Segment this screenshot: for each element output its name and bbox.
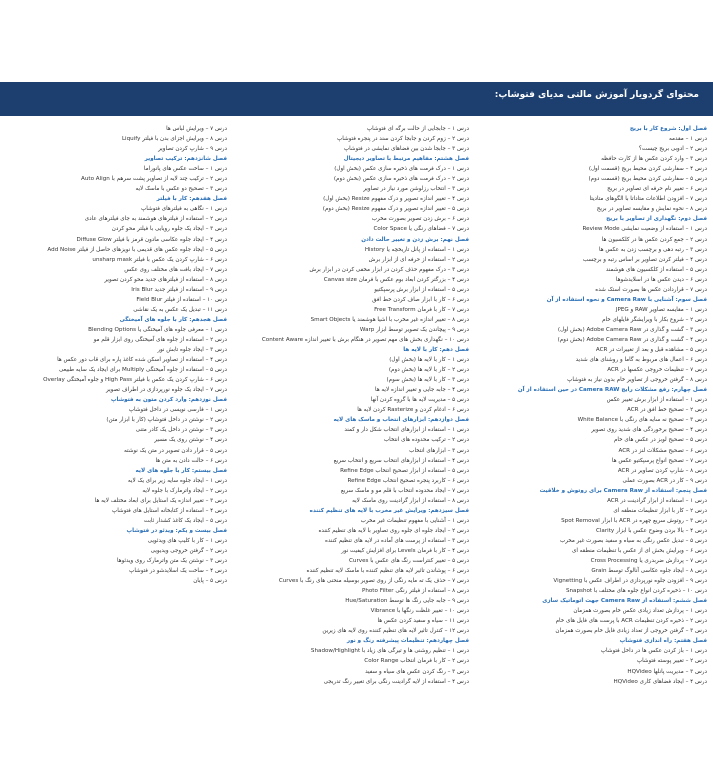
column-right [479,124,707,687]
lesson-item: درس ۱ – درک فرمت های ذخیره سازی عکس (بخش اول) [334,166,469,173]
lesson-item: درس ۳ – ایجاد جلوه تابش نور [157,347,227,354]
lesson-item: درس ۲ – کار با لایه ها (بخش دوم) [388,367,469,374]
lesson-item: درس ۴ – بالا بردن وضوح عکس با ابزار Clarity [595,527,707,534]
lesson-item: درس ۵ – مدیریت لایه ها با گروه کردن آنها [370,397,469,404]
lesson-item: درس ۷ – افزودن اطلاعات متاداتا با الگوهای متادیتا [589,196,707,203]
lesson-item: درس ۹ – پیچاندن یک تصویر توسط ابزار Warp [359,326,469,333]
lesson-item: درس ۶ – تغییر نام حرفه ای تصاویر در بریج [607,186,707,193]
lesson-item: درس ۵ – سفارشی کردن محیط بریج (قسمت دوم) [588,176,707,183]
lesson-item: درس ۴ – کار با فرمان Levels برای افزایش کیفیت نور [341,547,469,554]
lesson-item: درس ۵ – تبدیل عکس رنگی به سیاه و سفید بصورت غیر مخرب [559,537,707,544]
lesson-item: درس ۸ – گرفتن خروجی از تصاویر خام بدون نیاز به فتوشاپ [567,377,707,384]
lesson-item: درس ۶ – شارپ کردن یک عکس با فیلتر High Pass و جلوه آمیختگی Overlay [43,377,227,384]
lesson-item: درس ۵ – تغییر اندازه تصویر و درک مفهوم Resize (بخش دوم) [322,206,469,213]
lesson-item: درس ۱۰ – استفاده از فیلتر Field Blur [136,296,227,303]
lesson-item: درس ۲ – تصحیح خط افق در ACR [627,407,707,414]
chapter-heading: فصل چهاردهم: تنظیمات پیشرفته رنگ و نور [346,638,469,645]
lesson-item: درس ۱ – مقدمه [669,136,707,143]
lesson-item: درس ۶ – دیدن عکس ها در اسلایدشوها [615,276,707,283]
lesson-item: درس ۹ – استفاده از فیلتر جدید Iris Blur [131,286,227,293]
lesson-item: درس ۸ – ویرایش اجزای بدن با فیلتر Liquify [121,136,227,143]
lesson-item: درس ۳ – کار با لایه ها (بخش سوم) [386,377,469,384]
lesson-item: درس ۳ – تصحیح دو عکس با ماسک لایه [135,186,227,193]
chapter-heading: فصل دهم: کار با لایه ها [403,347,469,354]
lesson-item: درس ۳ – گرفتن خروجی از تعداد زیادی فایل خام بصورت همزمان [555,628,707,635]
lesson-item: درس ۳ – نوشتن یک متن واترمارک روی ویدئوها [116,558,227,565]
lesson-item: درس ۳ – نوشتن در داخل یک کادر متنی [135,427,227,434]
lesson-item: درس ۲ – ذخیره کردن تنظیمات ACR با پرست های فایل های خام [555,618,707,625]
lesson-item: درس ۶ – تصحیح مشکلات لنز در ACR [618,447,707,454]
lesson-item: درس ۱ – استفاده از ابزار گرادینت در ACR [607,497,707,504]
lesson-item: درس ۲ – ایجاد واترمارک با جلوه لایه [142,487,227,494]
lesson-item: درس ۶ – برش زدن تصویر بصورت مخرب [371,216,469,223]
lesson-item: درس ۷ – تصحیح انواع پرسپکتیو عکس ها [611,457,707,464]
lesson-item: درس ۱ – فارسی نویسی در داخل فتوشاپ [128,407,227,414]
lesson-item: درس ۱ – نگاهی به فیلترهای فتوشاپ [141,206,227,213]
lesson-item: درس ۱ – ایجاد جلوه سایه زیر برای یک لایه [127,477,227,484]
lesson-item: درس ۵ – تغییر کنتراست رنگ های عکس با Curves [349,558,469,565]
column-left [3,124,227,586]
banner-title: محتوای گردویار آموزش مالتی مدیای فتوشاپ: [494,90,699,100]
chapter-heading: فصل هفدهم: کار با فیلتر [156,196,227,203]
chapter-heading: فصل بیست و یکم: ویدئو در فتوشاپ [126,527,227,534]
column-middle [233,124,469,687]
lesson-item: درس ۱ – استفاده از ابزارهای انتخاب شکل دار و کمند [344,427,469,434]
lesson-item: درس ۴ – بزرگتر کردن ابعاد بوم عکس با فرمان Canvas size [323,276,469,283]
lesson-item: درس ۶ – کار با ابزار صاف کردن خط افق [372,296,469,303]
lesson-item: درس ۸ – استفاده از ابزار گرادینت روی ماسک لایه [352,497,469,504]
chapter-heading: فصل سیزدهم: ویرایش غیر مخرب با لایه های تنظیم کننده [309,507,469,514]
lesson-item: درس ۹ – افزودن جلوه نورپردازی در اطراف عکس با Vignetting [553,578,707,585]
chapter-heading: فصل پنجم: استفاده از Camera Raw برای روتوش و خلاقیت [539,487,707,494]
lesson-item: درس ۳ – رنگ کردن عکس های سیاه و سفید [365,668,469,675]
lesson-item: درس ۶ – پوشاندن تاثیر لایه های تنظیم کننده با ماسک لایه تنظیم کننده [306,568,469,575]
lesson-item: درس ۲ – ترکیب چند لایه از تصاویر پشت سرهم با Auto Align [81,176,227,183]
lesson-item: درس ۴ – سفارشی کردن محیط بریج (قسمت اول) [588,166,707,173]
lesson-item: درس ۳ – درک مفهوم حذف کردن در ابزار مخفی کردن در ابزار برش [309,266,469,273]
lesson-item: درس ۳ – گشت و گذاری در Adobe Camera Raw (بخش اول) [557,326,707,333]
lesson-item: درس ۷ – ایجاد یک جلوه نورپردازی در اطراف تصویر [106,387,227,394]
lesson-item: درس ۳ – روتوش سریع چهره در ACR با ابزار Spot Removal [561,517,707,524]
lesson-item: درس ۸ – شارپ کردن تصاویر در ACR [617,467,707,474]
lesson-item: درس ۲ – تغییر پوسته فتوشاپ [636,658,707,665]
lesson-item: درس ۵ – قرار دادن تصویر در متن یک نوشته [124,447,227,454]
lesson-item: درس ۵ – ایجاد یک کاغذ کشدار ثابت [143,517,227,524]
lesson-item: درس ۳ – ایجاد یک جلوه رویایی با فیلتر محو کردن [111,226,227,233]
lesson-item: درس ۲ – ایجاد جلوه ای جلوه روی تصاویر با لایه های تنظیم کننده [318,527,469,534]
lesson-item: درس ۷ – حذف یک ته مایه رنگی از روی تصویر بوسیله منحنی های رنگ با Curves [278,578,469,585]
lesson-item: درس ۶ – ادغام کردن و Rasterize کردن لایه ها [357,407,469,414]
lesson-item: درس ۲ – ترکیب محدوده های انتخاب [383,437,469,444]
lesson-item: درس ۲ – شروع بکار با ویرایشگر فایلهای خام [602,316,707,323]
lesson-item: درس ۷ – ایجاد محدوده انتخاب با قلم مو و ماسک سریع [340,487,469,494]
lesson-item: درس ۱ – استفاده از وضعیت نمایشی Review Mode [582,226,707,233]
lesson-item: درس ۲ – نوشتن در داخل فتوشاپ (کار با ابزار متن) [106,417,227,424]
lesson-item: درس ۲ – استفاده از جلوه های آمیختگی روی ابزار قلم مو [93,336,227,343]
lesson-item: درس ۵ – استفاده از ابزار برش پرسپکتیو [374,286,469,293]
lesson-item: درس ۲ – ادوبی بریج چیست؟ [638,146,707,153]
lesson-item: درس ۴ – ایجاد جلوه عکاسی مادون قرمز با فیلتر Diffuse Glow [76,236,227,243]
lesson-item: درس ۳ – استفاده از پرست های آماده در لایه های تنظیم کننده [325,537,469,544]
chapter-heading: فصل هشتم: مفاهیم مرتبط با تصاویر دیجیتال [343,156,469,163]
lesson-item: درس ۲ – استفاده از فیلترهای هوشمند به جای فیلترهای عادی [84,216,227,223]
chapter-heading: فصل هفتم: راه اندازی فتوشاپ [619,638,707,645]
lesson-item: درس ۵ – استفاده از جلوه آمیختگی Multiply برای ایجاد یک سایه طبیعی [58,367,227,374]
lesson-item: درس ۱ – پردازش تعداد زیادی عکس خام بصورت همزمان [573,608,707,615]
lesson-item: درس ۱ – ساخت عکس های پانوراما [143,166,227,173]
lesson-item: درس ۳ – جابجا شدن بین فضاهای نمایشی در فتوشاپ [343,146,469,153]
lesson-item: درس ۸ – تغییر اندازه غیر مخرب با اشیا هوشمند یا Smart Objects [310,316,469,323]
lesson-item: درس ۳ – تصحیح نه سایه های رنگی با White Balance [577,417,707,424]
lesson-item: درس ۸ – استفاده از فیلترهای جدید محو کردن تصویر [104,276,227,283]
lesson-item: درس ۱ – تنظیم روشنی ها و تیرگی های زیاد با Shadow/Highlight [310,648,469,655]
lesson-item: درس ۷ – ویرایش لباس ها [166,126,227,132]
lesson-item: درس ۲ – استفاده از حرفه ای از ابزار برش [368,256,469,263]
lesson-item: درس ۴ – ایجاد فضاهای کاری HQVideo [613,678,707,685]
lesson-item: درس ۶ – شارپ کردن یک عکس با فیلتر unsharp mask [92,256,227,263]
lesson-item: درس ۳ – ابزارهای انتخاب [409,447,469,454]
lesson-item: درس ۳ – وارد کردن عکس ها از کارت حافظه [601,156,707,163]
lesson-item: درس ۲ – کار با فرمان انتخاب Color Range [364,658,469,665]
lesson-item: درس ۵ – ایجاد جلوه عکس های قدیمی با نویزهای حاصل از فیلتر Add Noise [47,246,227,253]
lesson-item: درس ۳ – تغییر اندازه یک استایل برای ابعاد مختلف لایه ها [94,497,227,504]
lesson-item: درس ۴ – استفاده از کتابخانه استایل های فتوشاپ [111,507,227,514]
lesson-item: درس ۴ – فیلتر کردن تصاویر بر اساس رتبه و برچسب [582,256,707,263]
chapter-heading: فصل هجدهم: کار با جلوه های آمیختگی [119,316,227,323]
lesson-item: درس ۷ – تنظیمات خروجی عکسها در ACR [607,367,707,374]
lesson-item: درس ۱ – آشنایی با مفهوم تنظیمات غیر مخرب [360,517,469,524]
lesson-item: درس ۱ – کار با لایه ها (بخش اول) [389,357,469,364]
lesson-item: درس ۱ – استفاده از پانل تاریخچه یا History [364,246,469,253]
lesson-item: درس ۱۰ – تغییر غلظت رنگها با Vibrance [370,608,469,615]
chapter-heading: فصل بیستم: کار با جلوه های لایه [135,467,227,474]
chapter-heading: فصل دوازدهم: ابزارهای انتخاب و ماسک های لایه [333,417,469,424]
lesson-item: درس ۷ – ایجاد بافت های مختلف روی عکس [124,266,227,273]
lesson-item: درس ۴ – گشت و گذاری در Adobe Camera Raw (بخش دوم) [557,336,707,343]
lesson-item: درس ۱۲ – کنترل تاثیر لایه های تنظیم کننده روی لایه های زیرین [322,628,469,635]
lesson-item: درس ۴ – استفاده از لایه گرادینت رنگی برای تغییر رنگ تدریجی [323,678,469,685]
lesson-item: درس ۹ – کار در ACR بصورت عملی [622,477,707,484]
lesson-item: درس ۶ – حالت دادن به متن ها [155,457,227,464]
chapter-heading: فصل شانزدهم: ترکیب تصاویر [144,156,227,163]
lesson-item: درس ۷ – قراردادن عکس ها بصورت استک شده [595,286,707,293]
lesson-item: درس ۸ – استفاده از فیلتر رنگی Photo Filter [361,588,469,595]
lesson-item: درس ۶ – کاربرد پنجره تصحیح انتخاب Refine Edge [347,477,469,484]
lesson-item: درس ۷ – پردازش ضربدری یا Cross Processing [590,558,707,565]
lesson-item: درس ۱ – جابجایی از حالت برگه ای فتوشاپ [366,126,469,132]
lesson-item: درس ۴ – تغییر اندازه تصویر و درک مفهوم Resize (بخش اول) [323,196,469,203]
lesson-item: درس ۶ – ویرایش بخش ای از عکس با تنظیمات منطقه ای [571,547,707,554]
chapter-heading: فصل ششم: استفاده از Camera Raw جهت اتوماتیک سازی [542,598,707,605]
lesson-item: درس ۳ – رتبه دهی و برچسب زدن به عکس ها [598,246,707,253]
lesson-item: درس ۱ – کار با کلیپ های ویدئویی [147,537,227,544]
lesson-item: درس ۴ – جابه جایی و تغییر اندازه لایه ها [374,387,469,394]
lesson-item: درس ۱۱ – سیاه و سفید کردن عکس ها [377,618,469,625]
lesson-item: درس ۵ – استفاده از ابزار تصحیح انتخاب Refine Edge [340,467,469,474]
lesson-item: درس ۱ – معرفی جلوه های آمیختگی یا Blending Options [88,326,227,333]
lesson-item: درس ۴ – تصحیح برخوردگی های شدید روی تصویر [591,427,707,434]
lesson-item: درس ۵ – استفاده از کلکسیون های هوشمند [605,266,707,273]
lesson-item: درس ۱ – مقایسه تصاویر RAW و JPEG [615,306,707,313]
lesson-item: درس ۲ – کار با ابزار تنظیمات منطقه ای [613,507,707,514]
lesson-item: درس ۲ – جمع کردن عکس ها در کلکسیون ها [601,236,707,243]
lesson-item: درس ۱۱ – تبدیل یک عکس به یک نقاشی [133,306,227,313]
lesson-item: درس ۵ – تصحیح لوبز در عکس های خام [613,437,707,444]
lesson-item: درس ۴ – استفاده از ابزارهای انتخاب سریع و انتخاب سریع [333,457,469,464]
chapter-heading: فصل سوم: آشنایی با Camera Raw و نحوه استفاده از آن [546,296,707,303]
lesson-item: درس ۳ – مدیریت پانلها HQVideo [627,668,707,675]
chapter-heading: فصل چهارم: رفع مشکلات رایج Camera RAW در حین استفاده از آن [517,387,707,394]
lesson-item: درس ۱ – باز کردن عکس ها در داخل فتوشاپ [600,648,707,655]
lesson-item: درس ۴ – ساخت یک اسلایدشو در فتوشاپ [129,568,227,575]
lesson-item: درس ۱۰ – ذخیره کردن انواع جلوه های مختلف با Snapshot [565,588,707,595]
lesson-item: درس ۲ – زوم کردن و جابجا کردن سند در پنجره فتوشاپ [337,136,469,143]
chapter-heading: فصل نهم: برش زدن و تغییر حالت دادن [361,236,469,243]
lesson-item: درس ۵ – پایان [193,578,227,585]
lesson-item: درس ۸ – نحوه نمایش و مقایسه تصاویر در بریج [596,206,707,213]
lesson-item: درس ۱۰ – نگهداری بخش های مهم تصویر در هنگام برش با تغییر اندازه Content Aware [261,336,469,343]
lesson-item: درس ۲ – درک فرمت های ذخیره سازی عکس (بخش دوم) [333,176,469,183]
lesson-item: درس ۲ – گرفتن خروجی ویدیویی [150,547,227,554]
lesson-item: درس ۱ – استفاده از ابزار برش تغییر عکس [606,397,707,404]
lesson-item: درس ۴ – استفاده از تصاویر اسکن شده کاغذ پاره برای قاب دور عکس ها [57,357,227,364]
lesson-item: درس ۴ – نوشتن روی یک مسیر [154,437,227,444]
chapter-heading: فصل اول: شروع کار با بریج [629,126,707,132]
content-banner [0,82,713,116]
lesson-item: درس ۷ – کار با فرمان Free Transform [374,306,469,313]
lesson-item: درس ۶ – اعمال های مربوط به گاما و روشنای های شدید [575,357,707,364]
lesson-item: درس ۳ – انتخاب رزلوشن مورد نیاز در تصاویر [363,186,469,193]
lesson-item: درس ۹ – شارپ کردن تصاویر [158,146,227,153]
lesson-item: درس ۵ – مشاهده قبل و بعد از تغییرات در ACR [595,347,707,354]
chapter-heading: فصل نوزدهم: وارد کردن متون به فتوشاپ [110,397,227,404]
lesson-item: درس ۸ – ایجاد جلوه عکاسی آنالوگ توسط Grain [591,568,707,575]
lesson-item: درس ۹ – جابه جایی رنگ ها توسط Hue/Saturation [345,598,469,605]
chapter-heading: فصل دوم: نگهداری از تصاویر با بریج [606,216,707,223]
lesson-item: درس ۷ – فضاهای رنگی یا Color Space [373,226,469,233]
